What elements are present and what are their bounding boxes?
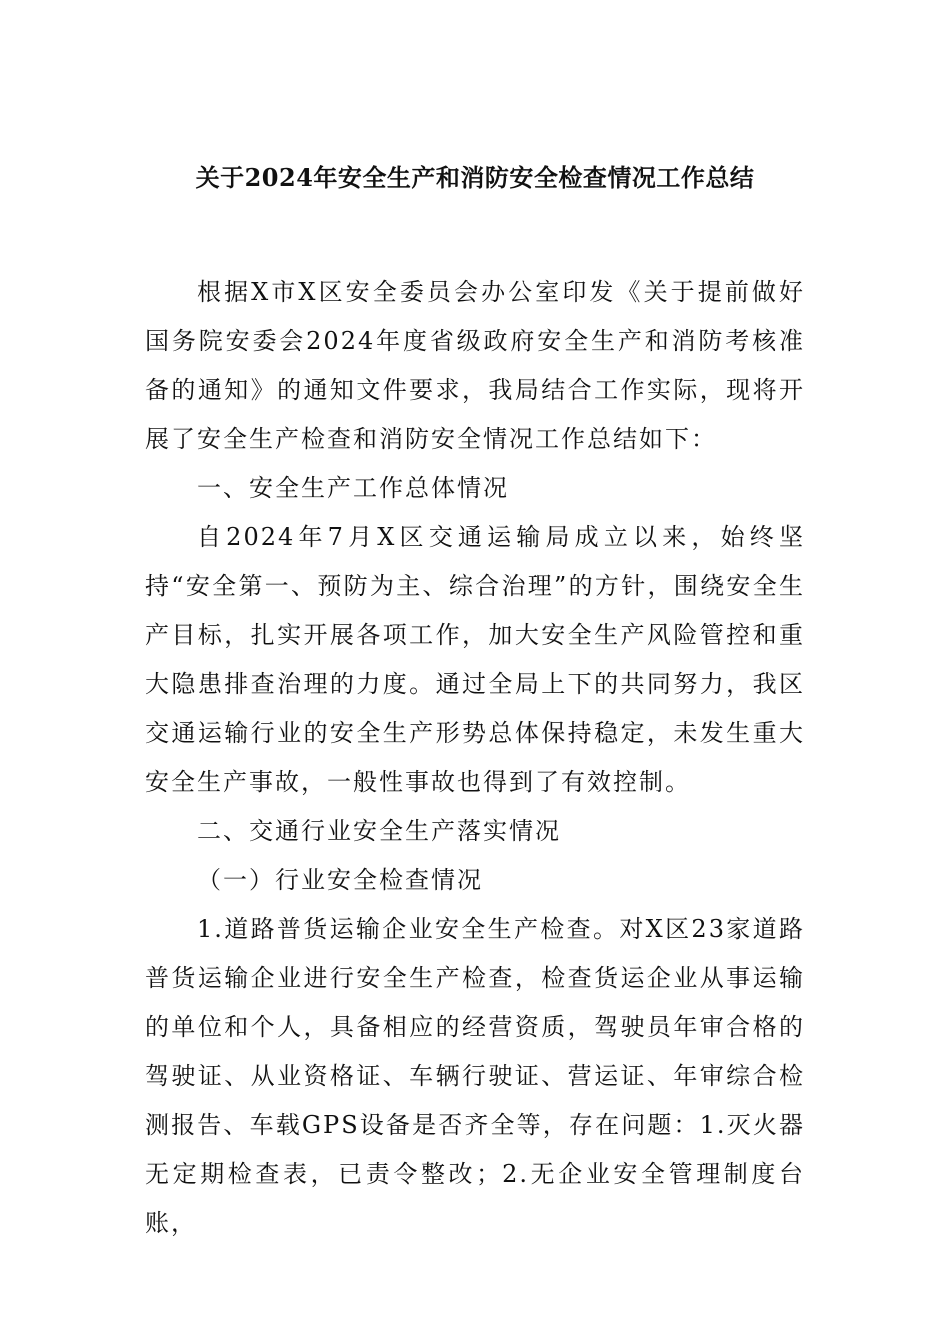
paragraph-intro: 根据X市X区安全委员会办公室印发《关于提前做好国务院安委会2024年度省级政府安全生产和消防考核准备的通知》的通知文件要求，我局结合工作实际，现将开展了安全生产检查和消防安全情况工作总结如下： <box>145 278 805 453</box>
heading-section-1: 一、安全生产工作总体情况 <box>197 474 509 502</box>
heading-section-2: 二、交通行业安全生产落实情况 <box>197 817 561 845</box>
document-body <box>145 268 805 1248</box>
paragraph-inspection: 1.道路普货运输企业安全生产检查。对X区23家道路普货运输企业进行安全生产检查，检查货运企业从事运输的单位和个人，具备相应的经营资质，驾驶员年审合格的驾驶证、从业资格证、车辆行驶证、营运证、年审综合检测报告、车载GPS设备是否齐全等，存在问题：1.灭火器无定期检查表，已责令整改；2.无企业安全管理制度台账， <box>145 915 805 1237</box>
heading-subsection-1: （一）行业安全检查情况 <box>197 866 483 894</box>
document-title: 关于2024年安全生产和消防安全检查情况工作总结 <box>195 163 755 192</box>
paragraph-overview: 自2024年7月X区交通运输局成立以来，始终坚持“安全第一、预防为主、综合治理”的方针，围绕安全生产目标，扎实开展各项工作，加大安全生产风险管控和重大隐患排查治理的力度。通过全局上下的共同努力，我区交通运输行业的安全生产形势总体保持稳定，未发生重大安全生产事故，一般性事故也得到了有效控制。 <box>145 523 805 796</box>
